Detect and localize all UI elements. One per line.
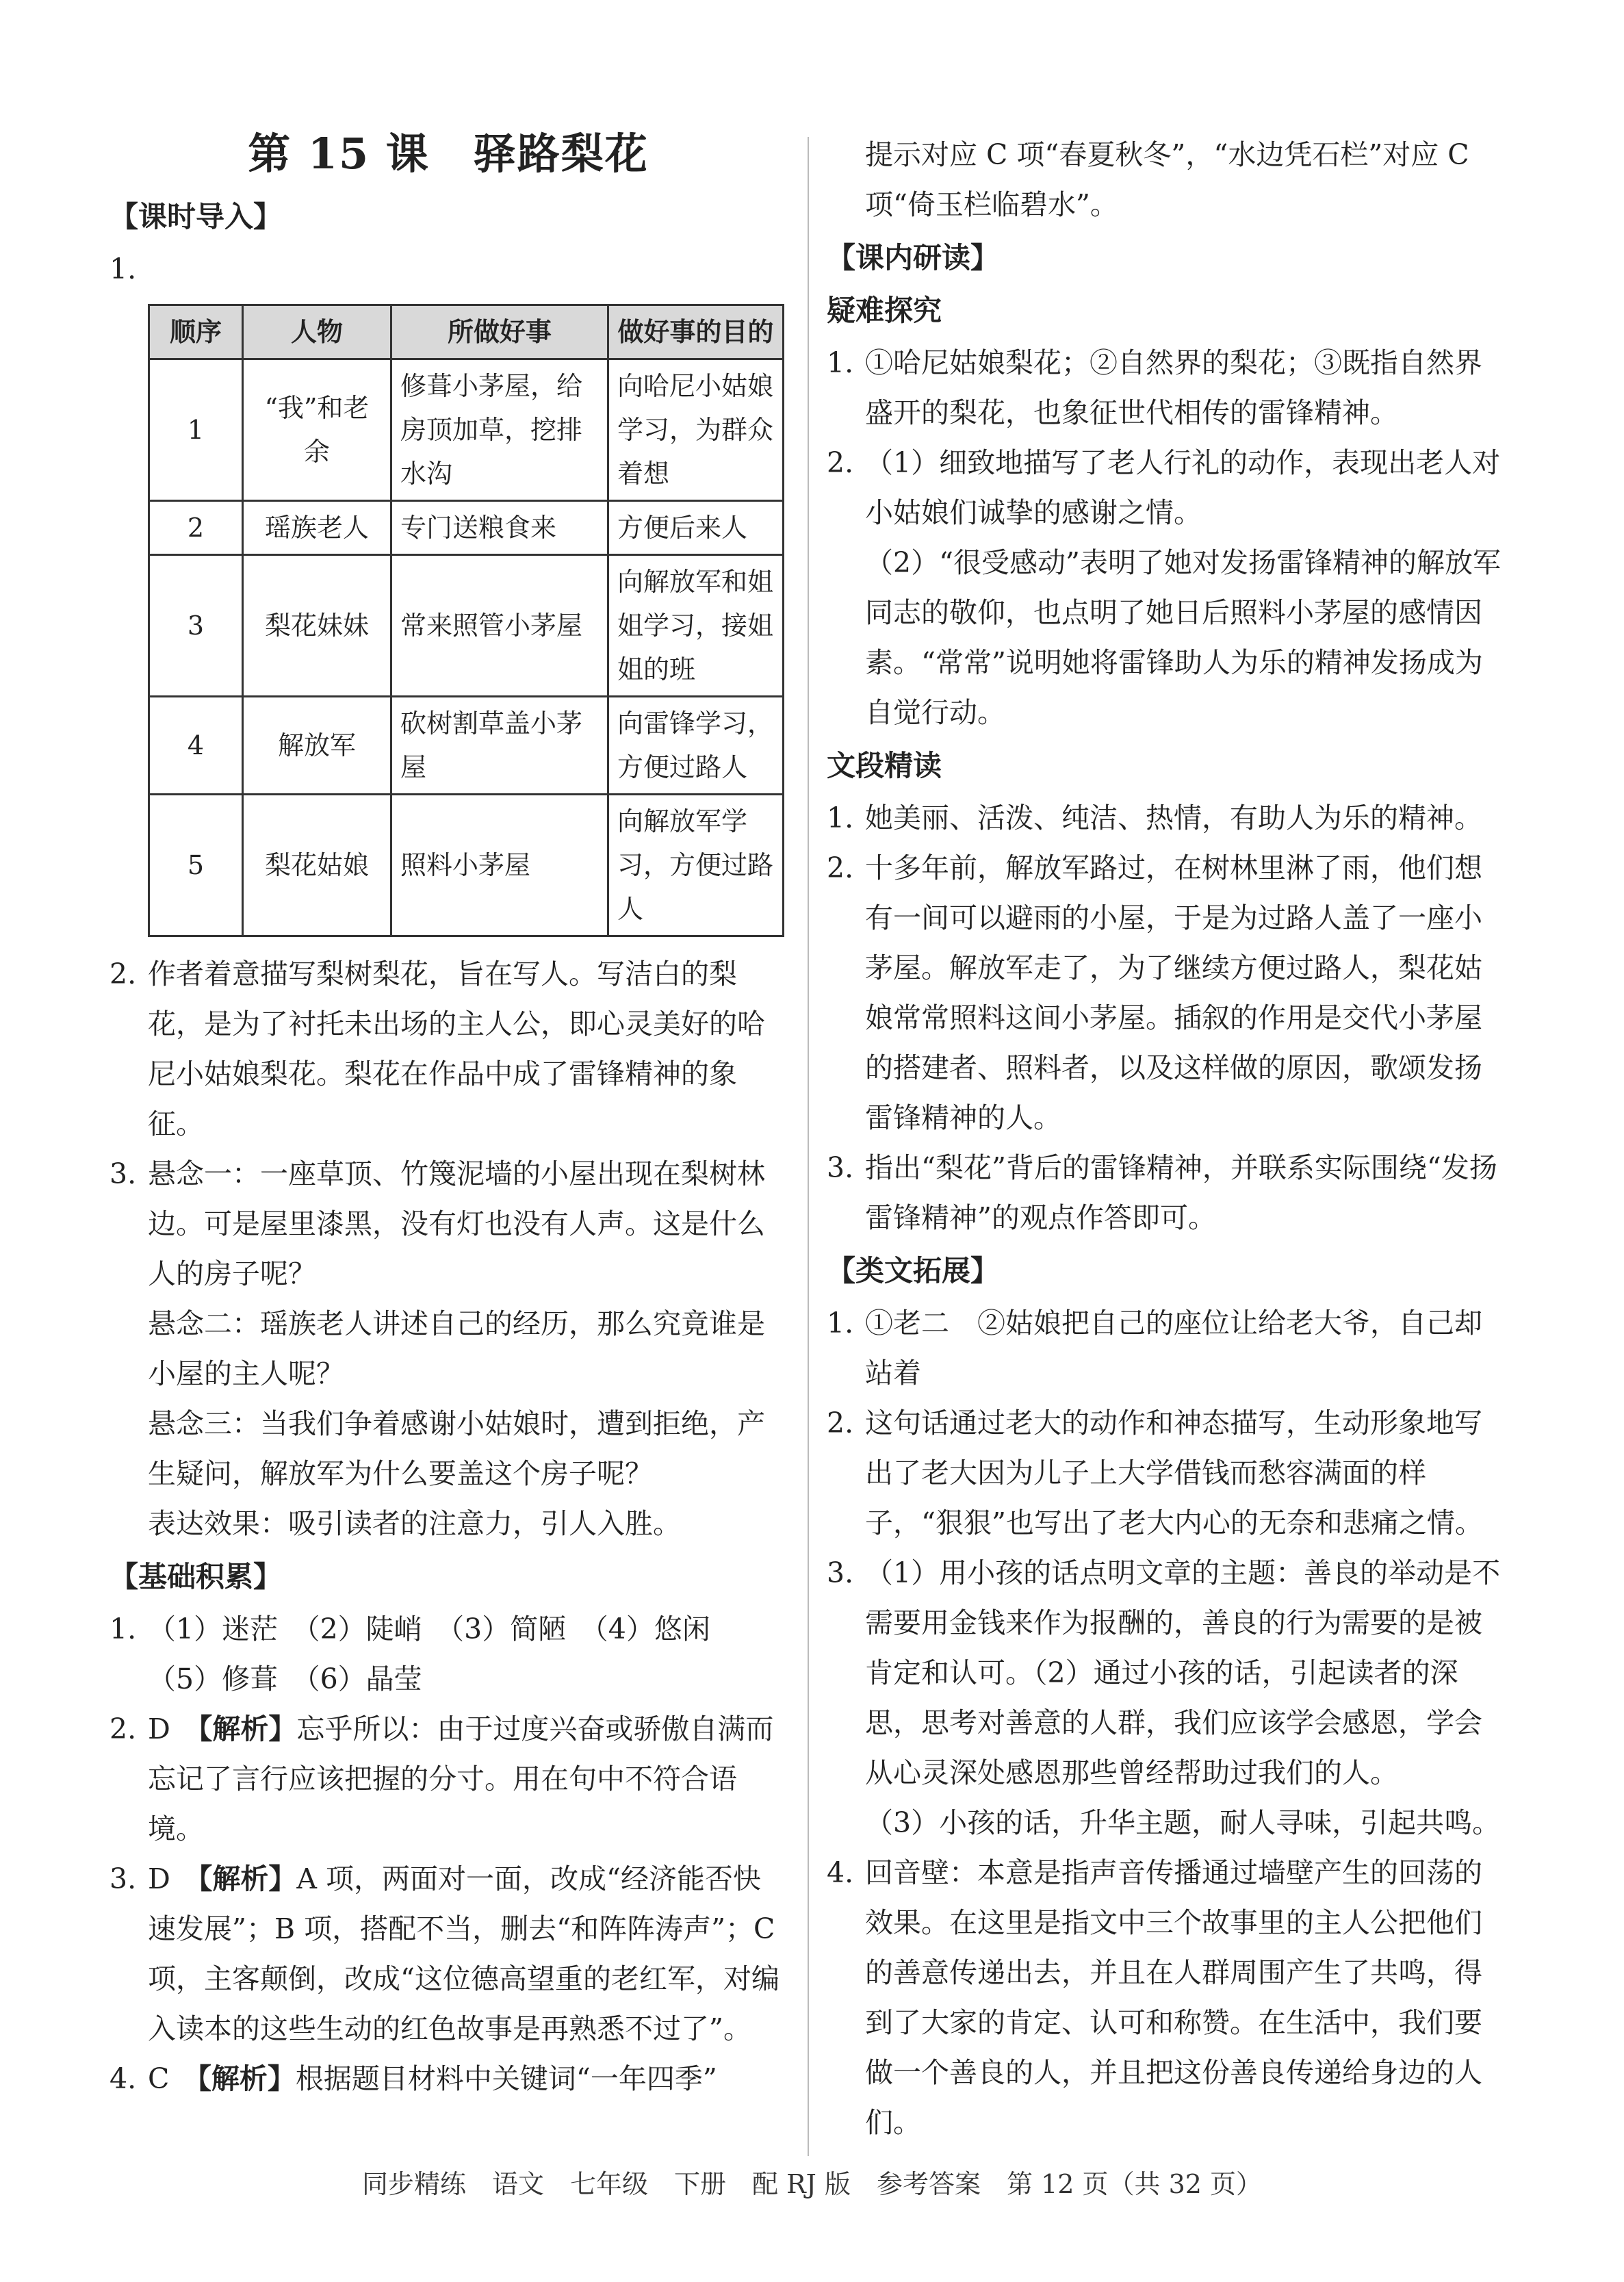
table-cell: 向解放军和姐姐学习，接姐姐的班 bbox=[608, 555, 784, 697]
item-text: 提示对应 C 项“春夏秋冬”，“水边凭石栏”对应 C 项“倚玉栏临碧水”。 bbox=[865, 138, 1469, 221]
table-cell: 向哈尼小姑娘学习，为群众着想 bbox=[608, 359, 784, 501]
subsection-heading: 文段精读 bbox=[827, 749, 942, 782]
item-number: 3. bbox=[827, 1151, 854, 1184]
item-number: 4. bbox=[827, 1856, 854, 1889]
q1-number: 1. bbox=[109, 253, 137, 285]
section-extension-heading: 【类文拓展】 bbox=[827, 1254, 1000, 1287]
table-header: 做好事的目的 bbox=[608, 305, 784, 359]
item-text: 悬念三：当我们争着感谢小姑娘时，遭到拒绝，产生疑问，解放军为什么要盖这个房子呢？ bbox=[148, 1407, 765, 1490]
item-number: 2. bbox=[827, 446, 854, 479]
table-cell: 3 bbox=[149, 555, 243, 697]
answer-item bbox=[827, 1548, 1504, 1798]
answer-item bbox=[109, 1149, 787, 1299]
item-text: 悬念二：瑶族老人讲述自己的经历，那么究竟谁是小屋的主人呢？ bbox=[148, 1307, 765, 1390]
answer-item bbox=[827, 1848, 1504, 2148]
item-text: 回音壁：本意是指声音传播通过墙壁产生的回荡的效果。在这里是指文中三个故事里的主人公把他们的善意传递出去，并且在人群周围产生了共鸣，得到了大家的肯定、认可和称赞。在生活中，我们要做一个善良的人，并且把这份善良传递给身边的人们。 bbox=[865, 1856, 1482, 2139]
item-number: 2. bbox=[109, 1713, 137, 1745]
item-text: （3）小孩的话，升华主题，耐人寻味，引起共鸣。 bbox=[865, 1806, 1501, 1839]
answer-item bbox=[827, 1298, 1504, 1398]
item-text: 作者着意描写梨树梨花，旨在写人。写洁白的梨花，是为了衬托未出场的主人公，即心灵美好的哈尼小姑娘梨花。梨花在作品中成了雷锋精神的象征。 bbox=[148, 958, 765, 1140]
table-cell: 5 bbox=[149, 795, 243, 936]
item-text: ①老二 ②姑娘把自己的座位让给老大爷，自己却站着 bbox=[865, 1307, 1482, 1389]
item-number: 1. bbox=[827, 1307, 854, 1339]
item-text: 十多年前，解放军路过，在树林里淋了雨，他们想有一间可以避雨的小屋，于是为过路人盖了一座小茅屋。解放军走了，为了继续方便过路人，梨花姑娘常常照料这间小茅屋。插叙的作用是交代小茅屋的搭建者、照料者，以及这样做的原因，歌颂发扬雷锋精神的人。 bbox=[865, 851, 1482, 1134]
column-divider bbox=[808, 137, 809, 2156]
item-text: （1）用小孩的话点明文章的主题：善良的举动是不需要用金钱来作为报酬的，善良的行为需要的是被肯定和认可。（2）通过小孩的话，引起读者的深思，思考对善意的人群，我们应该学会感恩，学会从心灵深处感恩那些曾经帮助过我们的人。 bbox=[865, 1556, 1501, 1789]
answer-item bbox=[827, 793, 1504, 843]
table-cell: 专门送粮食来 bbox=[391, 501, 608, 555]
table-cell: 解放军 bbox=[243, 697, 391, 795]
table-cell: 2 bbox=[149, 501, 243, 555]
item-number: 2. bbox=[109, 958, 137, 990]
table-cell: 方便后来人 bbox=[608, 501, 784, 555]
item-number: 2. bbox=[827, 1407, 854, 1439]
subsection-heading: 疑难探究 bbox=[827, 294, 942, 327]
item-number: 1. bbox=[827, 346, 854, 379]
section-intro-heading: 【课时导入】 bbox=[109, 200, 283, 233]
table-header: 顺序 bbox=[149, 305, 243, 359]
answer-item bbox=[827, 438, 1504, 538]
item-number: 1. bbox=[827, 802, 854, 834]
table-cell: 向解放军学习，方便过路人 bbox=[608, 795, 784, 936]
table-header: 人物 bbox=[243, 305, 391, 359]
analysis-text: 根据题目材料中关键词“一年四季” bbox=[295, 2062, 717, 2095]
item-number: 3. bbox=[109, 1157, 137, 1190]
item-text: （2）“很受感动”表明了她对发扬雷锋精神的解放军同志的敬仰，也点明了她日后照料小茅屋的感情因素。“常常”说明她将雷锋助人为乐的精神发扬成为自觉行动。 bbox=[865, 546, 1501, 729]
item-number: 3. bbox=[109, 1862, 137, 1895]
table-cell: 梨花妹妹 bbox=[243, 555, 391, 697]
item-number: 3. bbox=[827, 1556, 854, 1589]
item-text: 她美丽、活泼、纯洁、热情，有助人为乐的精神。 bbox=[865, 802, 1482, 834]
answer-item bbox=[109, 1854, 787, 2054]
item-text: ①哈尼姑娘梨花；②自然界的梨花；③既指自然界盛开的梨花，也象征世代相传的雷锋精神。 bbox=[865, 346, 1482, 429]
analysis-text: A 项，两面对一面，改成“经济能否快速发展”；B 项，搭配不当，删去“和阵阵涛声”；C 项，主客颠倒，改成“这位德高望重的老红军，对编入读本的这些生动的红色故事是再熟悉不过了”。 bbox=[148, 1862, 779, 2045]
table-row bbox=[149, 555, 784, 697]
section-basics-heading: 【基础积累】 bbox=[109, 1560, 283, 1593]
answer-item bbox=[827, 338, 1504, 438]
table-cell: 向雷锋学习，方便过路人 bbox=[608, 697, 784, 795]
section-study-heading: 【课内研读】 bbox=[827, 241, 1000, 274]
table-cell: 4 bbox=[149, 697, 243, 795]
table-cell: “我”和老余 bbox=[243, 359, 391, 501]
lesson-title: 第 15 课 驿路梨花 bbox=[248, 129, 649, 179]
table-cell: 修葺小茅屋，给房顶加草，挖排水沟 bbox=[391, 359, 608, 501]
answer-letter: D bbox=[148, 1862, 198, 1895]
item-number: 1. bbox=[109, 1613, 137, 1645]
table-header: 所做好事 bbox=[391, 305, 608, 359]
table-row bbox=[149, 795, 784, 936]
answer-item bbox=[109, 949, 787, 1149]
answer-item bbox=[109, 2054, 787, 2104]
item-number: 2. bbox=[827, 851, 854, 884]
answer-item bbox=[109, 1604, 787, 1654]
table-cell: 梨花姑娘 bbox=[243, 795, 391, 936]
analysis-tag: 【解析】 bbox=[197, 2062, 296, 2095]
table-header-row bbox=[149, 305, 784, 359]
left-column bbox=[109, 123, 787, 2104]
table-cell: 常来照管小茅屋 bbox=[391, 555, 608, 697]
item-text: 悬念一：一座草顶、竹篾泥墙的小屋出现在梨树林边。可是屋里漆黑，没有灯也没有人声。这是什么人的房子呢？ bbox=[148, 1157, 765, 1290]
answer-letter: C bbox=[148, 2062, 198, 2095]
table-cell: 瑶族老人 bbox=[243, 501, 391, 555]
answer-item bbox=[827, 1143, 1504, 1243]
table-row bbox=[149, 697, 784, 795]
answer-item bbox=[827, 843, 1504, 1143]
analysis-text: 忘乎所以：由于过度兴奋或骄傲自满而忘记了言行应该把握的分寸。用在句中不符合语境。 bbox=[148, 1713, 774, 1845]
table-cell: 砍树割草盖小茅屋 bbox=[391, 697, 608, 795]
page-footer: 同步精练 语文 七年级 下册 配 RJ 版 参考答案 第 12 页（共 32 页） bbox=[361, 2169, 1263, 2199]
item-text: （1）迷茫 （2）陡峭 （3）简陋 （4）悠闲 bbox=[148, 1613, 710, 1645]
table-cell: 1 bbox=[149, 359, 243, 501]
right-column bbox=[827, 130, 1504, 2148]
item-text: （1）细致地描写了老人行礼的动作，表现出老人对小姑娘们诚挚的感谢之情。 bbox=[865, 446, 1501, 529]
item-text: （5）修葺 （6）晶莹 bbox=[148, 1663, 422, 1695]
item-text: 这句话通过老大的动作和神态描写，生动形象地写出了老大因为儿子上大学借钱而愁容满面的样子，“狠狠”也写出了老大内心的无奈和悲痛之情。 bbox=[865, 1407, 1483, 1539]
item-number: 4. bbox=[109, 2062, 137, 2095]
item-text: 指出“梨花”背后的雷锋精神，并联系实际围绕“发扬雷锋精神”的观点作答即可。 bbox=[865, 1151, 1497, 1234]
table-row bbox=[149, 359, 784, 501]
table-row bbox=[149, 501, 784, 555]
answer-item bbox=[109, 1704, 787, 1854]
answer-item bbox=[827, 1398, 1504, 1548]
table-cell: 照料小茅屋 bbox=[391, 795, 608, 936]
answer-letter: D bbox=[148, 1713, 198, 1745]
good-deeds-table bbox=[148, 304, 784, 937]
analysis-tag: 【解析】 bbox=[198, 1862, 297, 1895]
item-text: 表达效果：吸引读者的注意力，引人入胜。 bbox=[148, 1507, 681, 1540]
analysis-tag: 【解析】 bbox=[198, 1713, 297, 1745]
